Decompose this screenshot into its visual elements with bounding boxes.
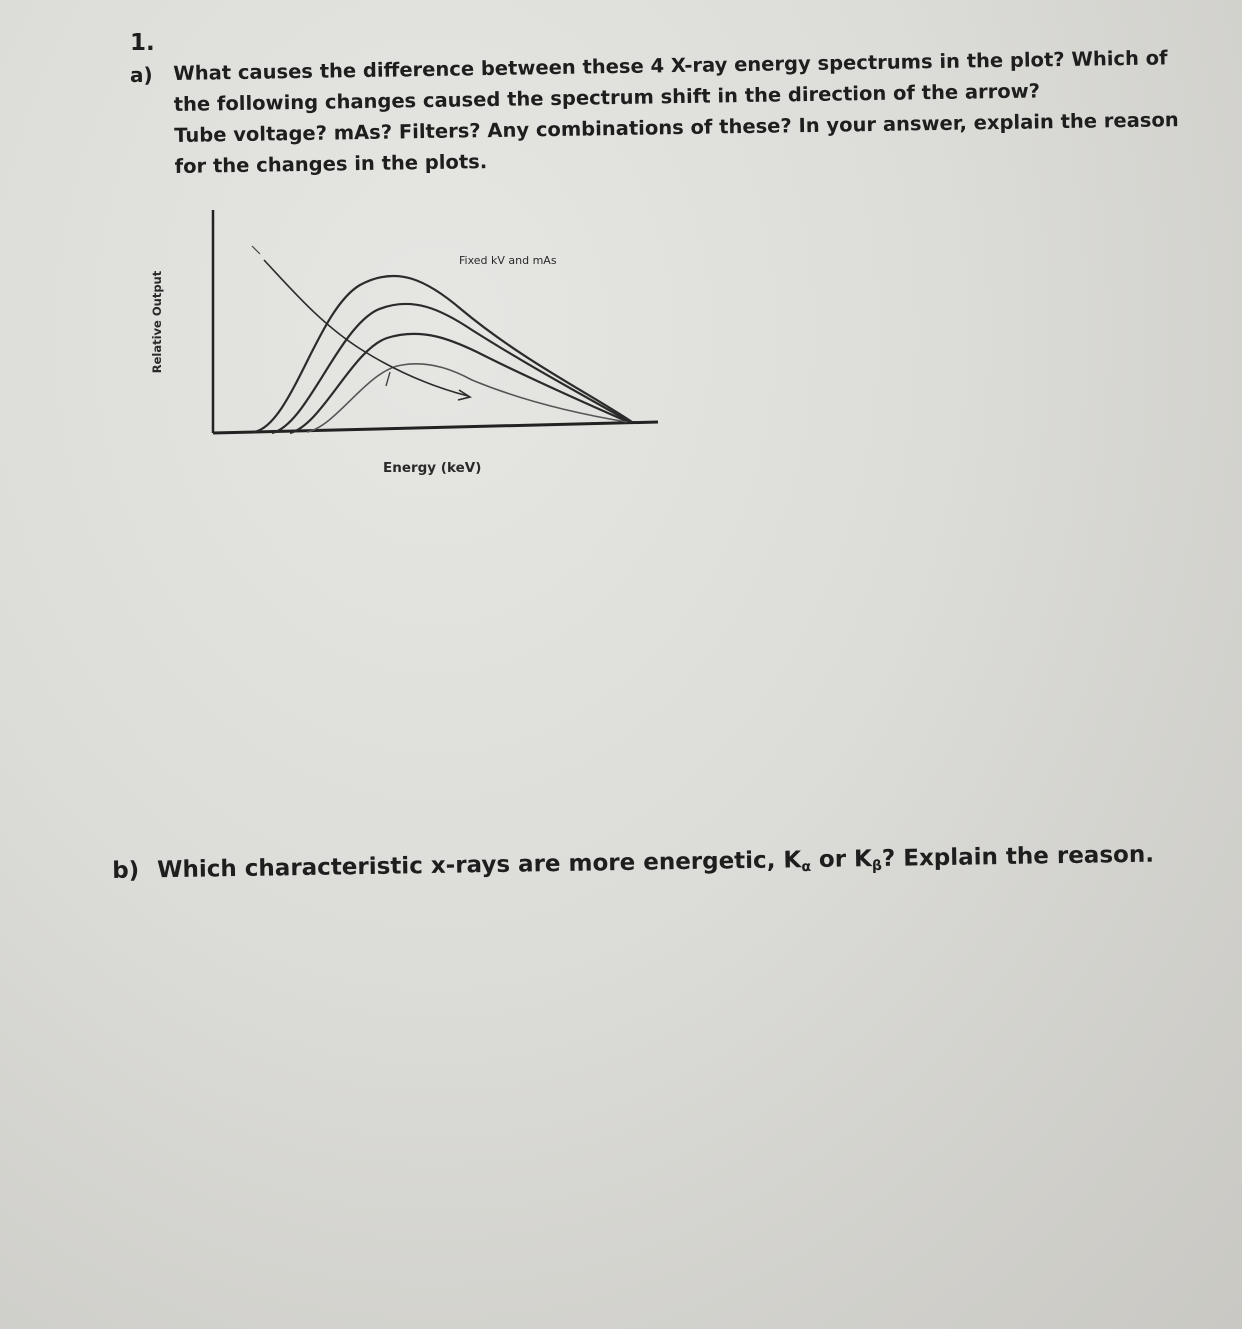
spectrum-figure: [172, 200, 672, 490]
part-a-question: [173, 42, 1179, 182]
curve-tick-mark: [386, 372, 390, 386]
shift-arrow: [264, 260, 468, 396]
part-a-line-1: What causes the difference between these 4 X-ray energy spectrums in the plot? Which of: [173, 46, 1168, 85]
spectrum-plot: [172, 200, 672, 490]
part-a-line-2: the following changes caused the spectrum shift in the direction of the arrow?: [173, 79, 1041, 116]
part-b-text-2: or K: [810, 846, 873, 874]
figure-annotation: Fixed kV and mAs: [459, 254, 557, 267]
question-number: 1.: [130, 30, 155, 56]
x-axis-label: Energy (keV): [383, 460, 482, 476]
k-beta-subscript: β: [871, 857, 883, 875]
part-b-text-1: Which characteristic x-rays are more energetic, K: [156, 847, 802, 884]
k-alpha-subscript: α: [801, 859, 812, 876]
part-a-label: a): [130, 63, 153, 87]
part-b-label: b): [112, 857, 140, 884]
part-b-text-3: ? Explain the reason.: [881, 841, 1155, 872]
y-axis-label: Relative Output: [150, 270, 165, 374]
arrow-tail-mark: [252, 246, 260, 254]
part-a-line-4: for the changes in the plots.: [174, 150, 488, 178]
spectrum-curve-1: [254, 276, 632, 432]
part-b-question: [112, 842, 1154, 886]
x-axis: [213, 422, 658, 433]
part-a-line-3: Tube voltage? mAs? Filters? Any combinations of these? In your answer, explain the reason: [174, 108, 1179, 147]
